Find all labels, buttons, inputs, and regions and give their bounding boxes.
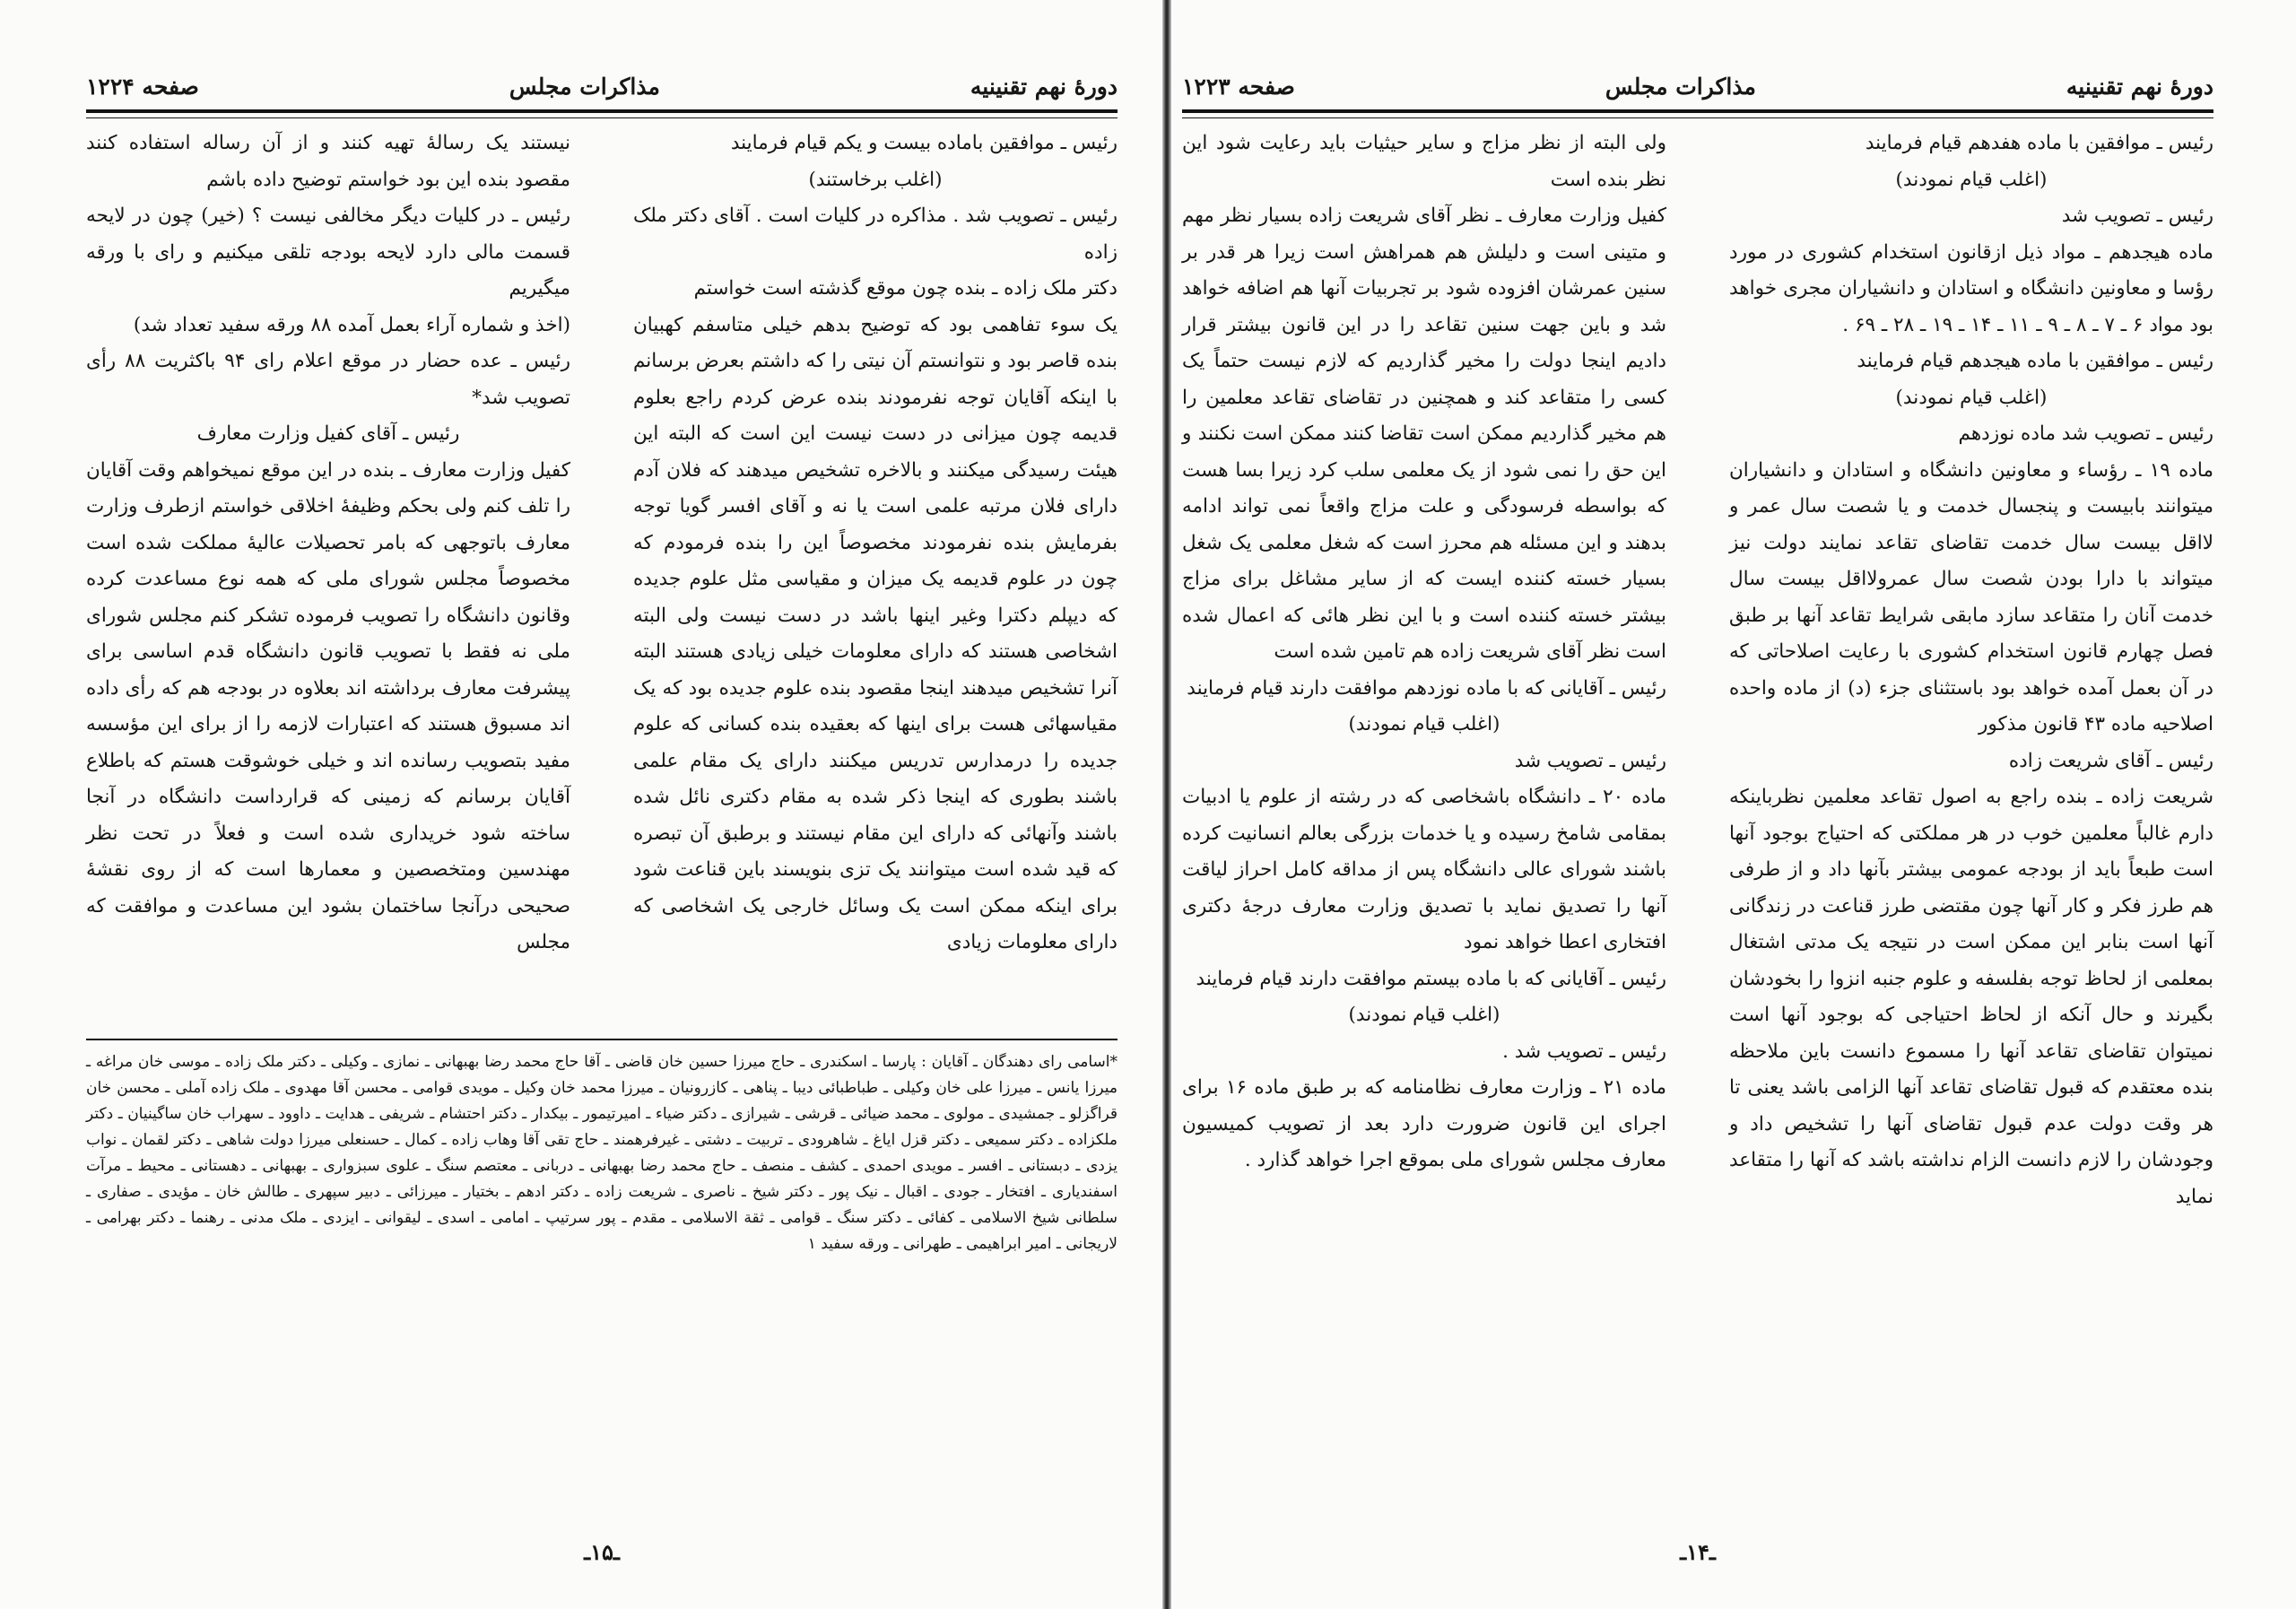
page-label: صفحه ۱۲۲۳ <box>1182 73 1295 100</box>
right-page-header <box>1182 68 2213 104</box>
left-page <box>86 0 1118 1609</box>
header-rule-thin <box>86 117 1118 118</box>
book-gutter <box>1162 0 1171 1609</box>
body-paragraph: نیستند یک رسالهٔ تهیه کنند و از آن رساله استفاده کنند مقصود بنده این بود خواستم توضیح داده باشم <box>86 132 570 191</box>
body-paragraph: ماده هیجدهم ـ مواد ذیل ازقانون استخدام کشوری در مورد رؤسا و معاونین دانشگاه و استادان و دانشیاران مجری خواهد بود مواد ۶ ـ ۷ ـ ۸ ـ ۹ ـ ۱۱ ـ ۱۴ ـ ۱۹ ـ ۲۸ ـ ۶۹ . <box>1729 240 2213 336</box>
speaker-paragraph: رئیس ـ آقایانی که با ماده بیستم موافقت دارند قیام فرمایند <box>1196 967 1666 990</box>
speaker-paragraph: رئیس ـ تصویب شد <box>1514 749 1666 772</box>
column-right <box>633 126 1118 961</box>
column-left <box>1182 126 1666 1179</box>
header-rule <box>1182 109 2213 113</box>
centered-note: (اغلب قیام نمودند) <box>1895 386 2048 409</box>
speaker-paragraph: رئیس ـ موافقین با ماده هفدهم قیام فرمایند <box>1865 132 2213 154</box>
body-paragraph: (اخذ و شماره آراء بعمل آمده ۸۸ ورقه سفید تعداد شد) <box>133 313 570 336</box>
speaker-paragraph: رئیس ـ موافقین با ماده هیجدهم قیام فرمایند <box>1857 350 2213 372</box>
centered-note: (اغلب برخاستند) <box>808 168 943 191</box>
speaker-paragraph: رئیس ـ عده حضار در موقع اعلام رای ۹۴ باکثریت ۸۸ رأی تصویب شد* <box>86 350 570 409</box>
left-page-header <box>86 68 1118 104</box>
speaker-paragraph: کفیل وزارت معارف ـ بنده در این موقع نمیخواهم وقت آقایان را تلف کنم ولی بحکم وظیفهٔ اخلاقی خواستم ازطرف وزارت معارف باتوجهی که بامر تحصیلات عالیهٔ مملکت شده است مخصوصاً مجلس شورای ملی که همه نوع مساعدت کرده وقانون دانشگاه را تصویب فرموده تشکر کنم مجلس شورای ملی نه فقط با تصویب قانون دانشگاه قدم اساسی برای پیشرفت معارف برداشته اند بعلاوه در بودجه هم که رأی داده اند مسبوق هستند که اعتبارات لازمه را از برای این مؤسسه مفید بتصویب رسانده اند و خیلی خوشوقت هستم که باطلاع آقایان برسانم که زمینی که قرارداست دانشگاه در آنجا ساخته شود خریداری شده است و فعلاً در تحت نظر مهندسین ومتخصصین و معمارها است که از روی نقشهٔ صحیحی درآنجا ساختمان بشود این مساعدت و موافقت که مجلس <box>86 458 570 953</box>
centered-note: (اغلب قیام نمودند) <box>1348 1004 1500 1026</box>
centered-note: (اغلب قیام نمودند) <box>1895 168 2048 191</box>
session-label: دورهٔ نهم تقنینیه <box>2066 73 2213 100</box>
footnote-rule <box>86 1039 1118 1040</box>
right-page-columns <box>1182 126 2213 1609</box>
body-paragraph: ماده ۱۹ ـ رؤساء و معاونین دانشگاه و استادان و دانشیاران میتوانند بابیست و پنجسال خدمت و یا شصت سال عمر و لااقل بیست سال خدمت تقاضای تقاعد نمایند دولت نیز میتواند با دارا بودن شصت سال عمرولااقل بیست سال خدمت آنان را متقاعد سازد مابقی شرایط تقاعد آنها بر طبق فصل چهارم قانون استخدام کشوری با رعایت اصلاحاتی که در آن بعمل آمده خواهد بود باستثنای جزء (د) از ماده واحده اصلاحیه ماده ۴۳ قانون مذکور <box>1729 458 2213 735</box>
page-number: ـ۱۵ـ <box>584 1539 620 1565</box>
speaker-paragraph: رئیس ـ موافقین باماده بیست و یکم قیام فرمایند <box>730 132 1118 154</box>
left-page-columns <box>86 126 1118 1609</box>
speaker-paragraph: رئیس ـ آقایانی که با ماده نوزدهم موافقت دارند قیام فرمایند <box>1187 676 1666 700</box>
page-label: صفحه ۱۲۲۴ <box>86 73 199 100</box>
speaker-paragraph: شریعت زاده ـ بنده راجع به اصول تقاعد معلمین نظرباینکه دارم غالباً معلمین خوب در هر مملکتی که احتیاج بوجود آنها است طبعاً باید از بودجه عمومی بیشتر بآنها داد و از طرفی هم طرز فکر و کار آنها چون مقتضی طرز قناعت در زندگانی آنها است بنابر این ممکن است در نتیجه یک مدتی اشتغال بمعلمی از لحاظ توجه بفلسفه و علوم جنبه انزوا را بخودشان بگیرند و حال آنکه از لحاظ احتیاجی که بوجود آنها است نمیتوان تقاضای تقاعد آنها را مسموع دانست باین ملاحظه بنده معتقدم که قبول تقاضای تقاعد آنها الزامی باشد یعنی تا هر وقت دولت عدم قبول تقاضای آنها را تشخیص داد و وجودشان را لازم دانست الزام نداشته باشد که آنها را متقاعد نماید <box>1729 786 2213 1208</box>
header-rule <box>86 109 1118 113</box>
body-paragraph: ماده ۲۱ ـ وزارت معارف نظامنامه که بر طبق ماده ۱۶ برای اجرای این قانون ضرورت دارد بعد از تصویب کمیسیون معارف مجلس شورای ملی بموقع اجرا خواهد گذارد . <box>1182 1076 1667 1171</box>
column-right <box>1729 126 2213 1215</box>
centered-note: رئیس ـ آقای کفیل وزارت معارف <box>196 422 460 445</box>
speaker-paragraph: رئیس ـ آقای شریعت زاده <box>2008 749 2213 772</box>
speaker-paragraph: رئیس ـ تصویب شد <box>2061 204 2213 227</box>
body-paragraph: ولی البته از نظر مزاج و سایر حیثیات باید رعایت شود این نظر بنده است <box>1182 132 1666 191</box>
column-left <box>86 126 570 961</box>
speaker-paragraph: کفیل وزارت معارف ـ نظر آقای شریعت زاده بسیار نظر مهم و متینی است و دلیلش هم همراهش است زیرا هر قدر بر سنین عمرشان افزوده شود بر تجربیات آنها هم اضافه خواهد شد و باین جهت سنین تقاعد را در این قانون بیشتر قرار دادیم اینجا دولت را مخیر گذاردیم که لازم نیست حتماً یک کسی را متقاعد کند و همچنین در تقاضای تقاعد معلمین را هم مخیر گذاردیم ممکن است تقاضا کنند ممکن است نکنند و این حق را نمی شود از یک معلمی سلب کرد زیرا بسا هست که بواسطه فرسودگی و علت مزاج واقعاً نمی تواند ادامه بدهند و این مسئله هم محرز است که شغل معلمی یک شغل بسیار خسته کننده ایست که از سایر مشاغل برای مزاج بیشتر خسته کننده است و با این نظر هائی که اعمال شده است نظر آقای شریعت زاده هم تامین شده است <box>1182 204 1666 663</box>
header-title: مذاکرات مجلس <box>1605 73 1756 100</box>
header-title: مذاکرات مجلس <box>509 73 660 100</box>
speaker-paragraph: رئیس ـ تصویب شد . مذاکره در کلیات است . آقای دکتر ملک زاده <box>633 204 1118 264</box>
speaker-paragraph: رئیس ـ تصویب شد ماده نوزدهم <box>1958 422 2213 445</box>
right-page <box>1182 0 2213 1609</box>
speaker-paragraph: رئیس ـ در کلیات دیگر مخالفی نیست ؟ (خیر) چون در لایحه قسمت مالی دارد لایحه بودجه تلقی میکنیم و رای با ورقه میگیریم <box>86 204 570 300</box>
centered-note: (اغلب قیام نمودند) <box>1348 713 1500 735</box>
speaker-paragraph: دکتر ملک زاده ـ بنده چون موقع گذشته است خواستم <box>693 277 1118 300</box>
speaker-paragraph: رئیس ـ تصویب شد . <box>1502 1039 1666 1063</box>
body-paragraph: یک سوء تفاهمی بود که توضیح بدهم خیلی متاسفم کهبیان بنده قاصر بود و نتوانستم آن نیتی را که داشتم بعرض برسانم با اینکه آقایان توجه نفرمودند بنده عرض کردم راجع بعلوم قدیمه چون میزانی در دست نیست این است که البته این هیئت رسیدگی میکنند و بالاخره تشخیص میدهند که فلان آدم دارای فلان مرتبه علمی است یا نه و آقای افسر گویا توجه بفرمایش بنده نفرمودند مخصوصاً این را بنده فرمودم که چون در علوم قدیمه یک میزان و مقیاسی مثل علوم جدیده که دیپلم دکترا وغیر اینها باشد در دست نیست ولی البته اشخاصی هستند که دارای معلومات خیلی زیادی هستند البته آنرا تشخیص میدهند اینجا مقصود بنده علوم جدیده بود که یک مقیاسهائی هست برای اینها که بعقیده بنده کسانی که علوم جدیده را درمدارس تدریس میکنند دارای یک مقام علمی باشند بطوری که اینجا ذکر شده به مقام دکتری نائل شده باشند وآنهائی که دارای این مقام نیستند و برطبق آن تبصره که قید شده است میتوانند یک تزی بنویسند باین قناعت شود برای اینکه ممکن است یک وسائل خارجی یک اشخاصی که دارای معلومات زیادی <box>633 313 1118 953</box>
header-rule-thin <box>1182 117 2213 118</box>
session-label: دورهٔ نهم تقنینیه <box>970 73 1118 100</box>
footnote-voters: *اسامی رای دهندگان ـ آقایان : پارسا ـ اسکندری ـ حاج میرزا حسین خان قاضی ـ آقا حاج محمد رضا بهبهانی ـ نمازی ـ وکیلی ـ دکتر ملک زاده ـ موسی خان مراغه ـ میرزا یانس ـ میرزا علی خان وکیلی ـ طباطبائی دیبا ـ پناهی ـ کازرونیان ـ میرزا محمد خان وکیل ـ مویدی قوامی ـ محسن آقا مهدوی ـ ملک زاده آملی ـ محسن خان قراگزلو ـ جمشیدی ـ مولوی ـ محمد ضیائی ـ قرشی ـ شیرازی ـ دکتر ضیاء ـ امیرتیمور ـ بیکدار ـ دکتر احتشام ـ شریفی ـ هدایت ـ داوود ـ سهراب خان ساگینیان ـ دکتر ملکزاده ـ دکتر سمیعی ـ دکتر قزل ایاغ ـ شاهرودی ـ تربیت ـ دشتی ـ غیرفرهمند ـ حاج تقی آقا وهاب زاده ـ کمال ـ حسنعلی میرزا دولت شاهی ـ دکتر لقمان ـ نواب یزدی ـ دبستانی ـ افسر ـ مویدی احمدی ـ کشف ـ منصف ـ حاج محمد رضا بهبهانی ـ دربانی ـ معتصم سنگ ـ علوی سبزواری ـ بهبهانی ـ دهستانی ـ محیط ـ مرآت اسفندیاری ـ افتخار ـ جودی ـ اقبال ـ نیک پور ـ دکتر شیخ ـ ناصری ـ شریعت زاده ـ دکتر ادهم ـ بختیار ـ میرزائی ـ دبیر سپهری ـ طالش خان ـ مؤیدی ـ صفاری ـ سلطانی شیخ الاسلامی ـ کفائی ـ دکتر سنگ ـ قوامی ـ ثقة الاسلامی ـ مقدم ـ پور سرتیپ ـ امامی ـ اسدی ـ لیقوانی ـ ایزدی ـ ملک مدنی ـ رهنما ـ دکتر بهرامی ـ لاریجانی ـ امیر ابراهیمی ـ طهرانی ـ ورقه سفید ۱ <box>86 1053 1118 1253</box>
page-number: ـ۱۴ـ <box>1680 1539 1716 1565</box>
body-paragraph: ماده ۲۰ ـ دانشگاه باشخاصی که در رشته از علوم یا ادبیات بمقامی شامخ رسیده و یا خدمات بزرگی بعالم انسانیت کرده باشند شورای عالی دانشگاه پس از مداقه کامل احراز لیاقت آنها را تصدیق نماید با تصدیق وزارت معارف درجهٔ دکتری افتخاری اعطا خواهد نمود <box>1182 786 1666 953</box>
